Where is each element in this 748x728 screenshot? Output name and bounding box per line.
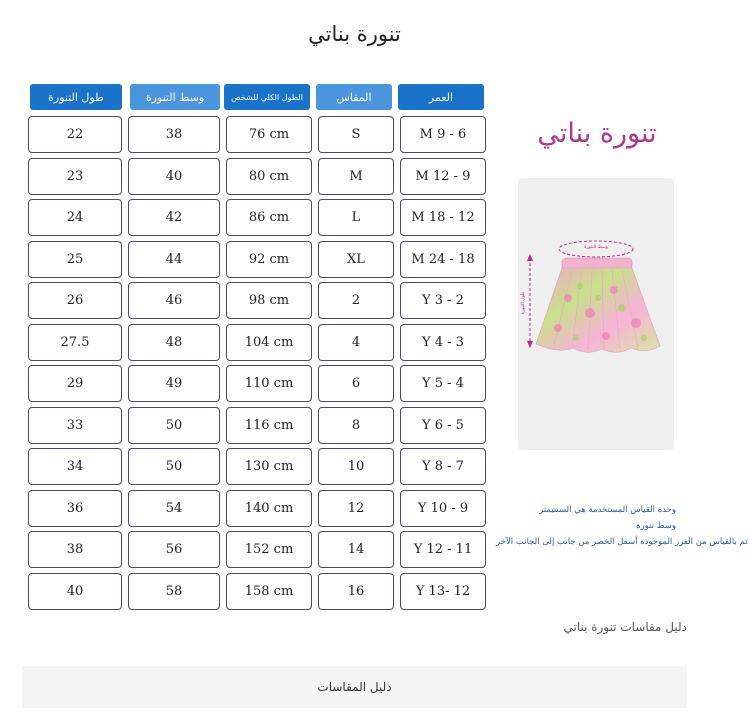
size-guide-caption: دليل مقاسات تنورة بناتي: [563, 620, 687, 634]
table-header-row: [28, 84, 488, 112]
table-row: [28, 490, 488, 532]
table-row: [28, 199, 488, 241]
cell-skirt-length: 23: [28, 158, 122, 195]
cell-size: 10: [318, 448, 394, 485]
cell-size: L: [318, 199, 394, 236]
cell-size: S: [318, 116, 394, 153]
cell-waist: 58: [128, 573, 220, 610]
cell-size: XL: [318, 241, 394, 278]
cell-age: M 24 - 18: [400, 241, 486, 278]
table-row: [28, 573, 488, 615]
note-line-1: وحدة القياس المستخدمة هي السنتيمتر: [539, 505, 676, 515]
cell-total-length: 98 cm: [226, 282, 312, 319]
cell-skirt-length: 22: [28, 116, 122, 153]
cell-skirt-length: 34: [28, 448, 122, 485]
promo-title: تنورة بناتي: [537, 118, 657, 149]
size-guide-tab[interactable]: [22, 666, 687, 708]
cell-skirt-length: 27.5: [28, 324, 122, 361]
cell-total-length: 86 cm: [226, 199, 312, 236]
cell-waist: 54: [128, 490, 220, 527]
cell-waist: 49: [128, 365, 220, 402]
cell-total-length: 158 cm: [226, 573, 312, 610]
cell-size: 4: [318, 324, 394, 361]
cell-total-length: 110 cm: [226, 365, 312, 402]
cell-age: M 9 - 6: [400, 116, 486, 153]
cell-waist: 38: [128, 116, 220, 153]
cell-skirt-length: 33: [28, 407, 122, 444]
cell-size: 8: [318, 407, 394, 444]
cell-skirt-length: 24: [28, 199, 122, 236]
table-row: [28, 324, 488, 366]
cell-age: Y 12 - 11: [400, 531, 486, 568]
table-body: [28, 116, 488, 614]
header-waist: وسط التنورة: [130, 84, 220, 110]
cell-age: Y 6 - 5: [400, 407, 486, 444]
cell-skirt-length: 40: [28, 573, 122, 610]
cell-size: 6: [318, 365, 394, 402]
cell-age: Y 3 - 2: [400, 282, 486, 319]
cell-age: M 18 - 12: [400, 199, 486, 236]
waist-label: وسط التنورة: [584, 245, 608, 250]
length-label: طول التنورة: [521, 291, 526, 315]
cell-skirt-length: 36: [28, 490, 122, 527]
cell-waist: 44: [128, 241, 220, 278]
cell-total-length: 104 cm: [226, 324, 312, 361]
cell-age: Y 13- 12: [400, 573, 486, 610]
cell-waist: 50: [128, 448, 220, 485]
cell-age: Y 10 - 9: [400, 490, 486, 527]
table-row: [28, 531, 488, 573]
cell-skirt-length: 25: [28, 241, 122, 278]
unit-note: [496, 502, 748, 550]
cell-waist: 40: [128, 158, 220, 195]
size-guide-tab-label: دليل المقاسات: [317, 680, 392, 694]
cell-age: M 12 - 9: [400, 158, 486, 195]
table-row: [28, 282, 488, 324]
cell-size: 2: [318, 282, 394, 319]
size-table: [28, 84, 488, 614]
note-line-3: تم بالقياس من الفرز الموجودة أسفل الخصر من جانب إلى الجانب الآخر: [496, 537, 748, 547]
table-row: [28, 365, 488, 407]
cell-age: Y 5 - 4: [400, 365, 486, 402]
cell-waist: 50: [128, 407, 220, 444]
cell-size: 12: [318, 490, 394, 527]
cell-total-length: 152 cm: [226, 531, 312, 568]
cell-waist: 46: [128, 282, 220, 319]
skirt-illustration: [518, 178, 674, 450]
table-row: [28, 241, 488, 283]
table-row: [28, 116, 488, 158]
cell-total-length: 76 cm: [226, 116, 312, 153]
cell-age: Y 4 - 3: [400, 324, 486, 361]
cell-total-length: 92 cm: [226, 241, 312, 278]
cell-size: 14: [318, 531, 394, 568]
header-skirt-length: طول التنورة: [30, 84, 122, 110]
table-row: [28, 448, 488, 490]
note-line-2: وسط تنورة: [636, 521, 676, 531]
cell-total-length: 116 cm: [226, 407, 312, 444]
page-title: تنورة بناتي: [308, 22, 401, 46]
cell-waist: 56: [128, 531, 220, 568]
skirt-image: [518, 178, 674, 450]
cell-total-length: 130 cm: [226, 448, 312, 485]
cell-waist: 42: [128, 199, 220, 236]
cell-size: M: [318, 158, 394, 195]
table-row: [28, 407, 488, 449]
cell-age: Y 8 - 7: [400, 448, 486, 485]
header-age: العمر: [398, 84, 484, 110]
header-size: المقاس: [316, 84, 392, 110]
cell-waist: 48: [128, 324, 220, 361]
cell-skirt-length: 26: [28, 282, 122, 319]
cell-total-length: 140 cm: [226, 490, 312, 527]
table-row: [28, 158, 488, 200]
cell-size: 16: [318, 573, 394, 610]
header-total-length: الطول الكلي للشخص: [224, 84, 310, 110]
cell-skirt-length: 29: [28, 365, 122, 402]
cell-skirt-length: 38: [28, 531, 122, 568]
cell-total-length: 80 cm: [226, 158, 312, 195]
